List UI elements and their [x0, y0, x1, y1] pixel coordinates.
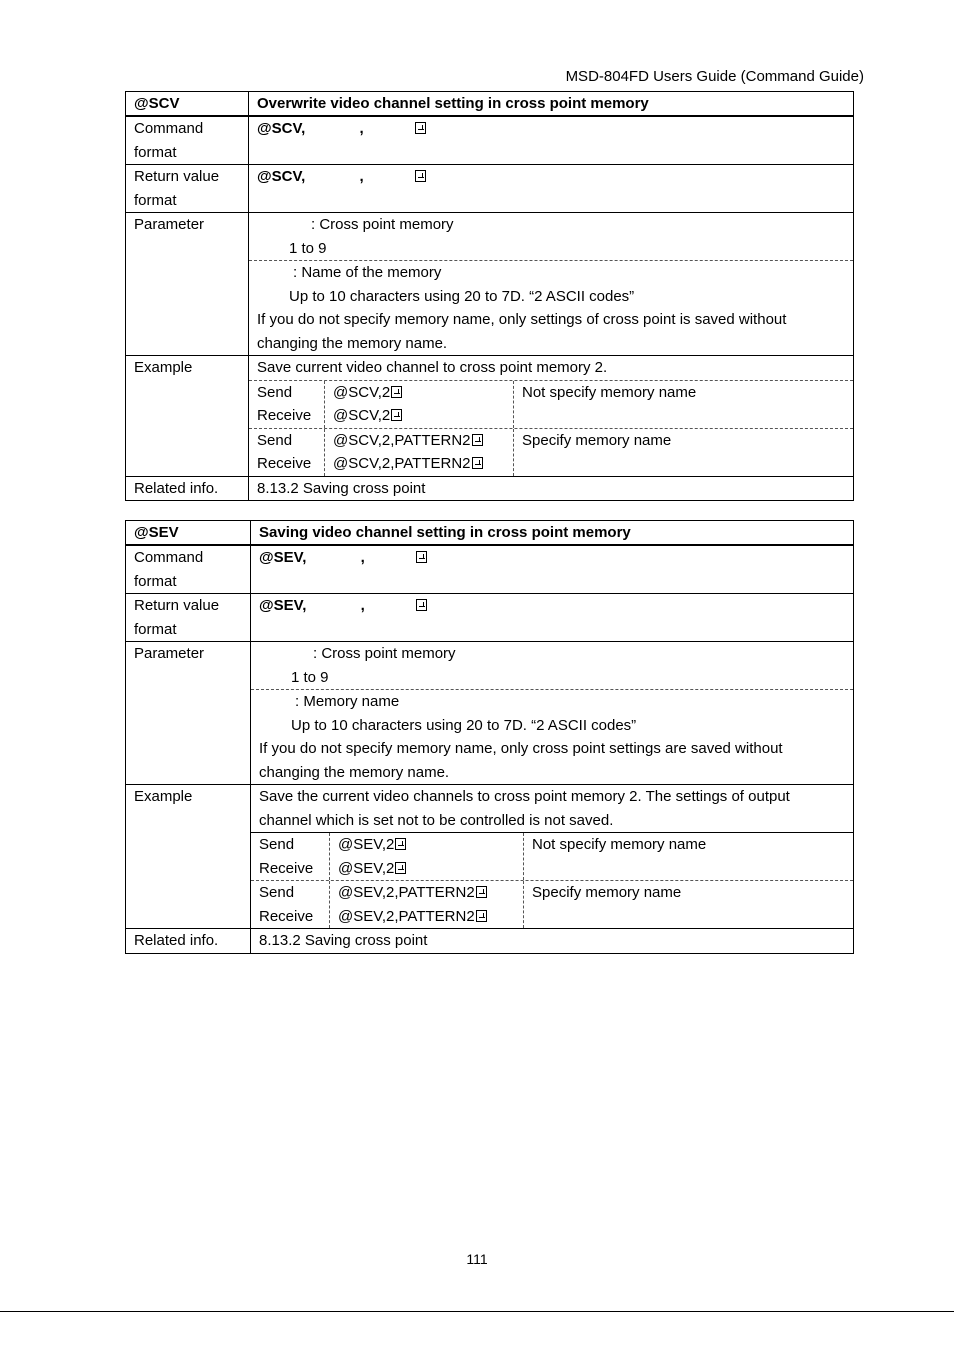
- return-format-row: [126, 165, 854, 213]
- receive-command: @SCV,2: [333, 407, 391, 424]
- command-name: @SCV: [126, 92, 249, 117]
- enter-icon: [391, 386, 402, 398]
- param-memory-number: [251, 642, 853, 690]
- enter-icon: [391, 409, 402, 421]
- parameter-label: Parameter: [126, 642, 251, 785]
- example-value: [251, 785, 854, 929]
- param-memory-number: [249, 213, 853, 261]
- related-value: 8.13.2 Saving cross point: [249, 476, 854, 501]
- parameter-row: [126, 213, 854, 356]
- page-header: MSD-804FD Users Guide (Command Guide): [565, 68, 864, 85]
- param-range: Up to 10 characters using 20 to 7D. “2 ASCII codes”: [291, 716, 637, 734]
- format-prefix: @SCV,: [257, 120, 306, 137]
- example-row: [126, 785, 854, 929]
- enter-icon: [416, 599, 427, 611]
- send-label: Send: [259, 836, 295, 853]
- format-comma: ,: [360, 597, 365, 614]
- related-row: [126, 476, 854, 501]
- example-comment: Not specify memory name: [532, 836, 707, 853]
- format-prefix: @SEV,: [259, 549, 307, 566]
- enter-icon: [395, 862, 406, 874]
- return-format-label: Return value format: [126, 165, 249, 213]
- send-command: @SEV,2: [338, 836, 395, 853]
- example-description: Save the current video channels to cross point memory 2. The settings of output channel which is set not to be controlled is not saved.: [251, 785, 853, 833]
- enter-icon: [415, 170, 426, 182]
- receive-label: Receive: [257, 455, 312, 472]
- param-range: 1 to 9: [289, 239, 327, 257]
- command-format-label: Command format: [126, 116, 249, 165]
- param-note: If you do not specify memory name, only cross point settings are saved without changing the memory name.: [259, 740, 783, 781]
- receive-command: @SCV,2,PATTERN2: [333, 455, 471, 472]
- send-command: @SEV,2,PATTERN2: [338, 884, 475, 901]
- format-prefix: @SEV,: [259, 597, 307, 614]
- example-pair: [251, 833, 853, 881]
- enter-icon: [472, 457, 483, 469]
- param-range: 1 to 9: [291, 668, 329, 686]
- receive-command: @SEV,2: [338, 859, 395, 877]
- receive-label: Receive: [259, 859, 314, 877]
- command-table-sev: [125, 520, 854, 954]
- param-note: If you do not specify memory name, only settings of cross point is saved without changing the memory name.: [257, 311, 787, 352]
- return-format-label: Return value format: [126, 594, 251, 642]
- param-desc: : Cross point memory: [311, 216, 454, 233]
- param-desc: : Cross point memory: [313, 645, 456, 662]
- receive-label: Receive: [259, 907, 314, 925]
- command-format-value: [251, 545, 854, 594]
- table-header-row: [126, 521, 854, 546]
- related-row: [126, 929, 854, 954]
- command-format-label: Command format: [126, 545, 251, 594]
- send-label: Send: [257, 383, 293, 401]
- related-value: 8.13.2 Saving cross point: [251, 929, 854, 954]
- command-format-row: [126, 545, 854, 594]
- param-desc: : Memory name: [295, 693, 400, 710]
- enter-icon: [476, 886, 487, 898]
- enter-icon: [395, 838, 406, 850]
- command-description: Overwrite video channel setting in cross point memory: [249, 92, 854, 117]
- example-comment: Not specify memory name: [522, 383, 697, 401]
- example-pair: [249, 381, 853, 429]
- example-label: Example: [126, 785, 251, 929]
- related-label: Related info.: [126, 929, 251, 954]
- example-comment: Specify memory name: [522, 431, 672, 449]
- example-description: Save current video channel to cross point memory 2.: [249, 356, 853, 381]
- enter-icon: [415, 122, 426, 134]
- parameter-label: Parameter: [126, 213, 249, 356]
- param-memory-name: [251, 690, 853, 784]
- command-name: @SEV: [126, 521, 251, 546]
- enter-icon: [416, 551, 427, 563]
- param-range: Up to 10 characters using 20 to 7D. “2 ASCII codes”: [289, 287, 635, 305]
- related-label: Related info.: [126, 476, 249, 501]
- example-value: [249, 356, 854, 477]
- send-label: Send: [257, 431, 293, 449]
- send-command: @SCV,2,PATTERN2: [333, 431, 471, 449]
- return-format-value: [251, 594, 854, 642]
- return-format-row: [126, 594, 854, 642]
- example-pair: [251, 881, 853, 928]
- command-format-value: [249, 116, 854, 165]
- footer-rule: [0, 1311, 954, 1312]
- enter-icon: [476, 910, 487, 922]
- parameter-row: [126, 642, 854, 785]
- command-format-row: [126, 116, 854, 165]
- param-desc: : Name of the memory: [293, 264, 442, 281]
- enter-icon: [472, 434, 483, 446]
- parameter-value: [249, 213, 854, 356]
- command-description: Saving video channel setting in cross point memory: [251, 521, 854, 546]
- send-command: @SCV,2: [333, 383, 391, 401]
- format-comma: ,: [359, 168, 364, 185]
- receive-label: Receive: [257, 407, 312, 424]
- example-comment: Specify memory name: [532, 884, 682, 901]
- command-table-scv: [125, 91, 854, 501]
- example-row: [126, 356, 854, 477]
- table-header-row: [126, 92, 854, 117]
- format-comma: ,: [359, 120, 364, 137]
- return-format-value: [249, 165, 854, 213]
- parameter-value: [251, 642, 854, 785]
- receive-command: @SEV,2,PATTERN2: [338, 907, 475, 925]
- format-comma: ,: [360, 549, 365, 566]
- example-pair: [249, 429, 853, 476]
- param-memory-name: [249, 261, 853, 355]
- send-label: Send: [259, 884, 295, 901]
- page-number: 111: [466, 1251, 488, 1267]
- example-label: Example: [126, 356, 249, 477]
- format-prefix: @SCV,: [257, 168, 306, 185]
